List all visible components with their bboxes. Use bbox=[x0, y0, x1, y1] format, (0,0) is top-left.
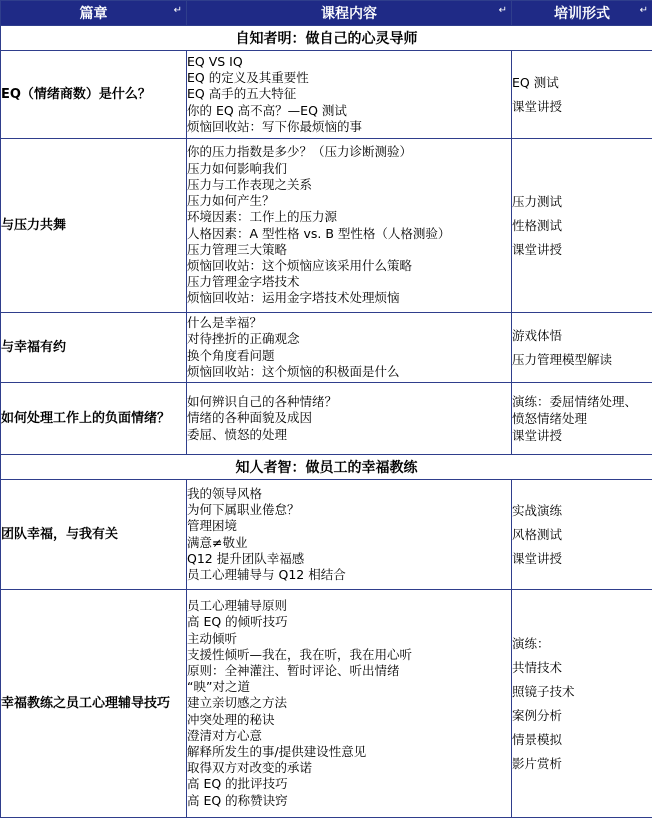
content-line: 高 EQ 的批评技巧 bbox=[187, 776, 288, 792]
content-line: 压力如何产生？ bbox=[187, 193, 275, 209]
format-cell bbox=[512, 51, 652, 139]
content-line: 你的压力指数是多少？（压力诊断测验） bbox=[187, 144, 413, 160]
content-line: 压力如何影响我们 bbox=[187, 160, 288, 176]
format-item: 演练：委屈情绪处理、 bbox=[512, 394, 638, 409]
format-item: 课堂讲授 bbox=[512, 241, 563, 257]
chapter-title: 幸福教练之员工心理辅导技巧 bbox=[1, 695, 171, 711]
content-line: 委屈、愤怒的处理 bbox=[187, 426, 288, 442]
content-line: 压力管理三大策略 bbox=[187, 241, 288, 257]
header-format: 培训形式 ↵ bbox=[512, 1, 652, 26]
table-row bbox=[1, 313, 652, 383]
format-item: 课堂讲授 bbox=[512, 98, 563, 114]
content-line: 烦恼回收站：这个烦恼应该采用什么策略 bbox=[187, 257, 413, 273]
format-item: 愤怒情绪处理 bbox=[512, 411, 588, 426]
content-line: 我的领导风格 bbox=[187, 485, 263, 501]
content-line: 高 EQ 的倾听技巧 bbox=[187, 614, 288, 630]
table-row bbox=[1, 480, 652, 590]
content-line: Q12 提升团队幸福感 bbox=[187, 550, 305, 566]
chapter-cell bbox=[1, 383, 187, 455]
chapter-title: 团队幸福，与我有关 bbox=[1, 526, 119, 542]
table-row bbox=[1, 139, 652, 313]
content-line: 冲突处理的秘诀 bbox=[187, 711, 275, 727]
content-line: 支援性倾听—我在，我在听，我在用心听 bbox=[187, 646, 413, 662]
format-item: 情景模拟 bbox=[512, 731, 563, 747]
chapter-cell bbox=[1, 590, 187, 818]
content-line: 烦恼回收站：运用金字塔技术处理烦恼 bbox=[187, 290, 400, 306]
content-line: 换个角度看问题 bbox=[187, 347, 275, 363]
content-line: 原则：全神灌注、暂时评论、听出情绪 bbox=[187, 662, 400, 678]
chapter-cell bbox=[1, 480, 187, 590]
content-line: 烦恼回收站：这个烦恼的积极面是什么 bbox=[187, 363, 400, 379]
content-line: 如何辨识自己的各种情绪？ bbox=[187, 394, 338, 410]
content-line: 压力管理金字塔技术 bbox=[187, 274, 300, 290]
format-item: 压力测试 bbox=[512, 193, 563, 209]
format-item: 课堂讲授 bbox=[512, 428, 563, 443]
format-item: 实战演练 bbox=[512, 502, 563, 518]
content-line: 满意≠敬业 bbox=[187, 534, 248, 550]
content-line: 压力与工作表现之关系 bbox=[187, 176, 313, 192]
content-line: 情绪的各种面貌及成因 bbox=[187, 410, 313, 426]
chapter-title: 与幸福有约 bbox=[1, 339, 67, 355]
content-line: 人格因素：A 型性格 vs. B 型性格（人格测验） bbox=[187, 225, 451, 241]
content-line: 你的 EQ 高不高？—EQ 测试 bbox=[187, 102, 347, 118]
section-title: 知人者智：做员工的幸福教练 bbox=[1, 455, 652, 480]
header-row bbox=[1, 1, 652, 26]
chapter-cell bbox=[1, 139, 187, 313]
format-item: 课堂讲授 bbox=[512, 550, 563, 566]
content-cell bbox=[187, 313, 512, 383]
content-line: 主动倾听 bbox=[187, 630, 238, 646]
content-line: 为何下属职业倦怠？ bbox=[187, 502, 300, 518]
content-line: EQ VS IQ bbox=[187, 53, 243, 69]
format-item: 压力管理模型解读 bbox=[512, 351, 613, 367]
format-item: 风格测试 bbox=[512, 526, 563, 542]
content-line: 高 EQ 的称赞诀窍 bbox=[187, 792, 288, 808]
table-row bbox=[1, 51, 652, 139]
content-line: EQ 高手的五大特征 bbox=[187, 86, 297, 102]
content-line: EQ 的定义及其重要性 bbox=[187, 70, 309, 86]
section-row bbox=[1, 26, 652, 51]
content-line: 什么是幸福？ bbox=[187, 315, 263, 331]
content-cell bbox=[187, 139, 512, 313]
format-item: 游戏体悟 bbox=[512, 327, 563, 343]
chapter-title: 如何处理工作上的负面情绪？ bbox=[1, 410, 171, 426]
chapter-title: EQ（情绪商数）是什么？ bbox=[1, 86, 151, 102]
content-cell bbox=[187, 590, 512, 818]
content-line: 取得双方对改变的承诺 bbox=[187, 760, 313, 776]
section-row bbox=[1, 455, 652, 480]
chapter-cell bbox=[1, 51, 187, 139]
content-line: 环境因素：工作上的压力源 bbox=[187, 209, 338, 225]
content-line: “映”对之道 bbox=[187, 679, 250, 695]
format-cell bbox=[512, 139, 652, 313]
format-item: 案例分析 bbox=[512, 707, 563, 723]
format-item: 照镜子技术 bbox=[512, 683, 575, 699]
section-title: 自知者明：做自己的心灵导师 bbox=[1, 26, 652, 51]
format-item: 性格测试 bbox=[512, 217, 563, 233]
format-item: 影片赏析 bbox=[512, 755, 563, 771]
content-line: 员工心理辅导原则 bbox=[187, 598, 288, 614]
format-cell bbox=[512, 313, 652, 383]
table-row bbox=[1, 383, 652, 455]
chapter-cell bbox=[1, 313, 187, 383]
content-line: 管理困境 bbox=[187, 518, 238, 534]
content-line: 员工心理辅导与 Q12 相结合 bbox=[187, 566, 346, 582]
content-cell bbox=[187, 51, 512, 139]
content-cell bbox=[187, 480, 512, 590]
content-line: 澄清对方心意 bbox=[187, 727, 263, 743]
table-row bbox=[1, 590, 652, 818]
content-cell bbox=[187, 383, 512, 455]
format-item: 演练： bbox=[512, 635, 550, 651]
format-item: EQ 测试 bbox=[512, 74, 559, 90]
content-line: 烦恼回收站：写下你最烦恼的事 bbox=[187, 118, 363, 134]
format-cell bbox=[512, 480, 652, 590]
content-line: 解释所发生的事/提供建设性意见 bbox=[187, 744, 367, 759]
header-chapter: 篇章 ↵ bbox=[1, 1, 187, 26]
content-line: 对待挫折的正确观念 bbox=[187, 331, 300, 347]
content-line: 建立亲切感之方法 bbox=[187, 695, 288, 711]
format-cell bbox=[512, 590, 652, 818]
chapter-title: 与压力共舞 bbox=[1, 217, 67, 233]
format-item: 共情技术 bbox=[512, 659, 563, 675]
format-cell bbox=[512, 383, 652, 455]
header-content: 课程内容 ↵ bbox=[187, 1, 512, 26]
